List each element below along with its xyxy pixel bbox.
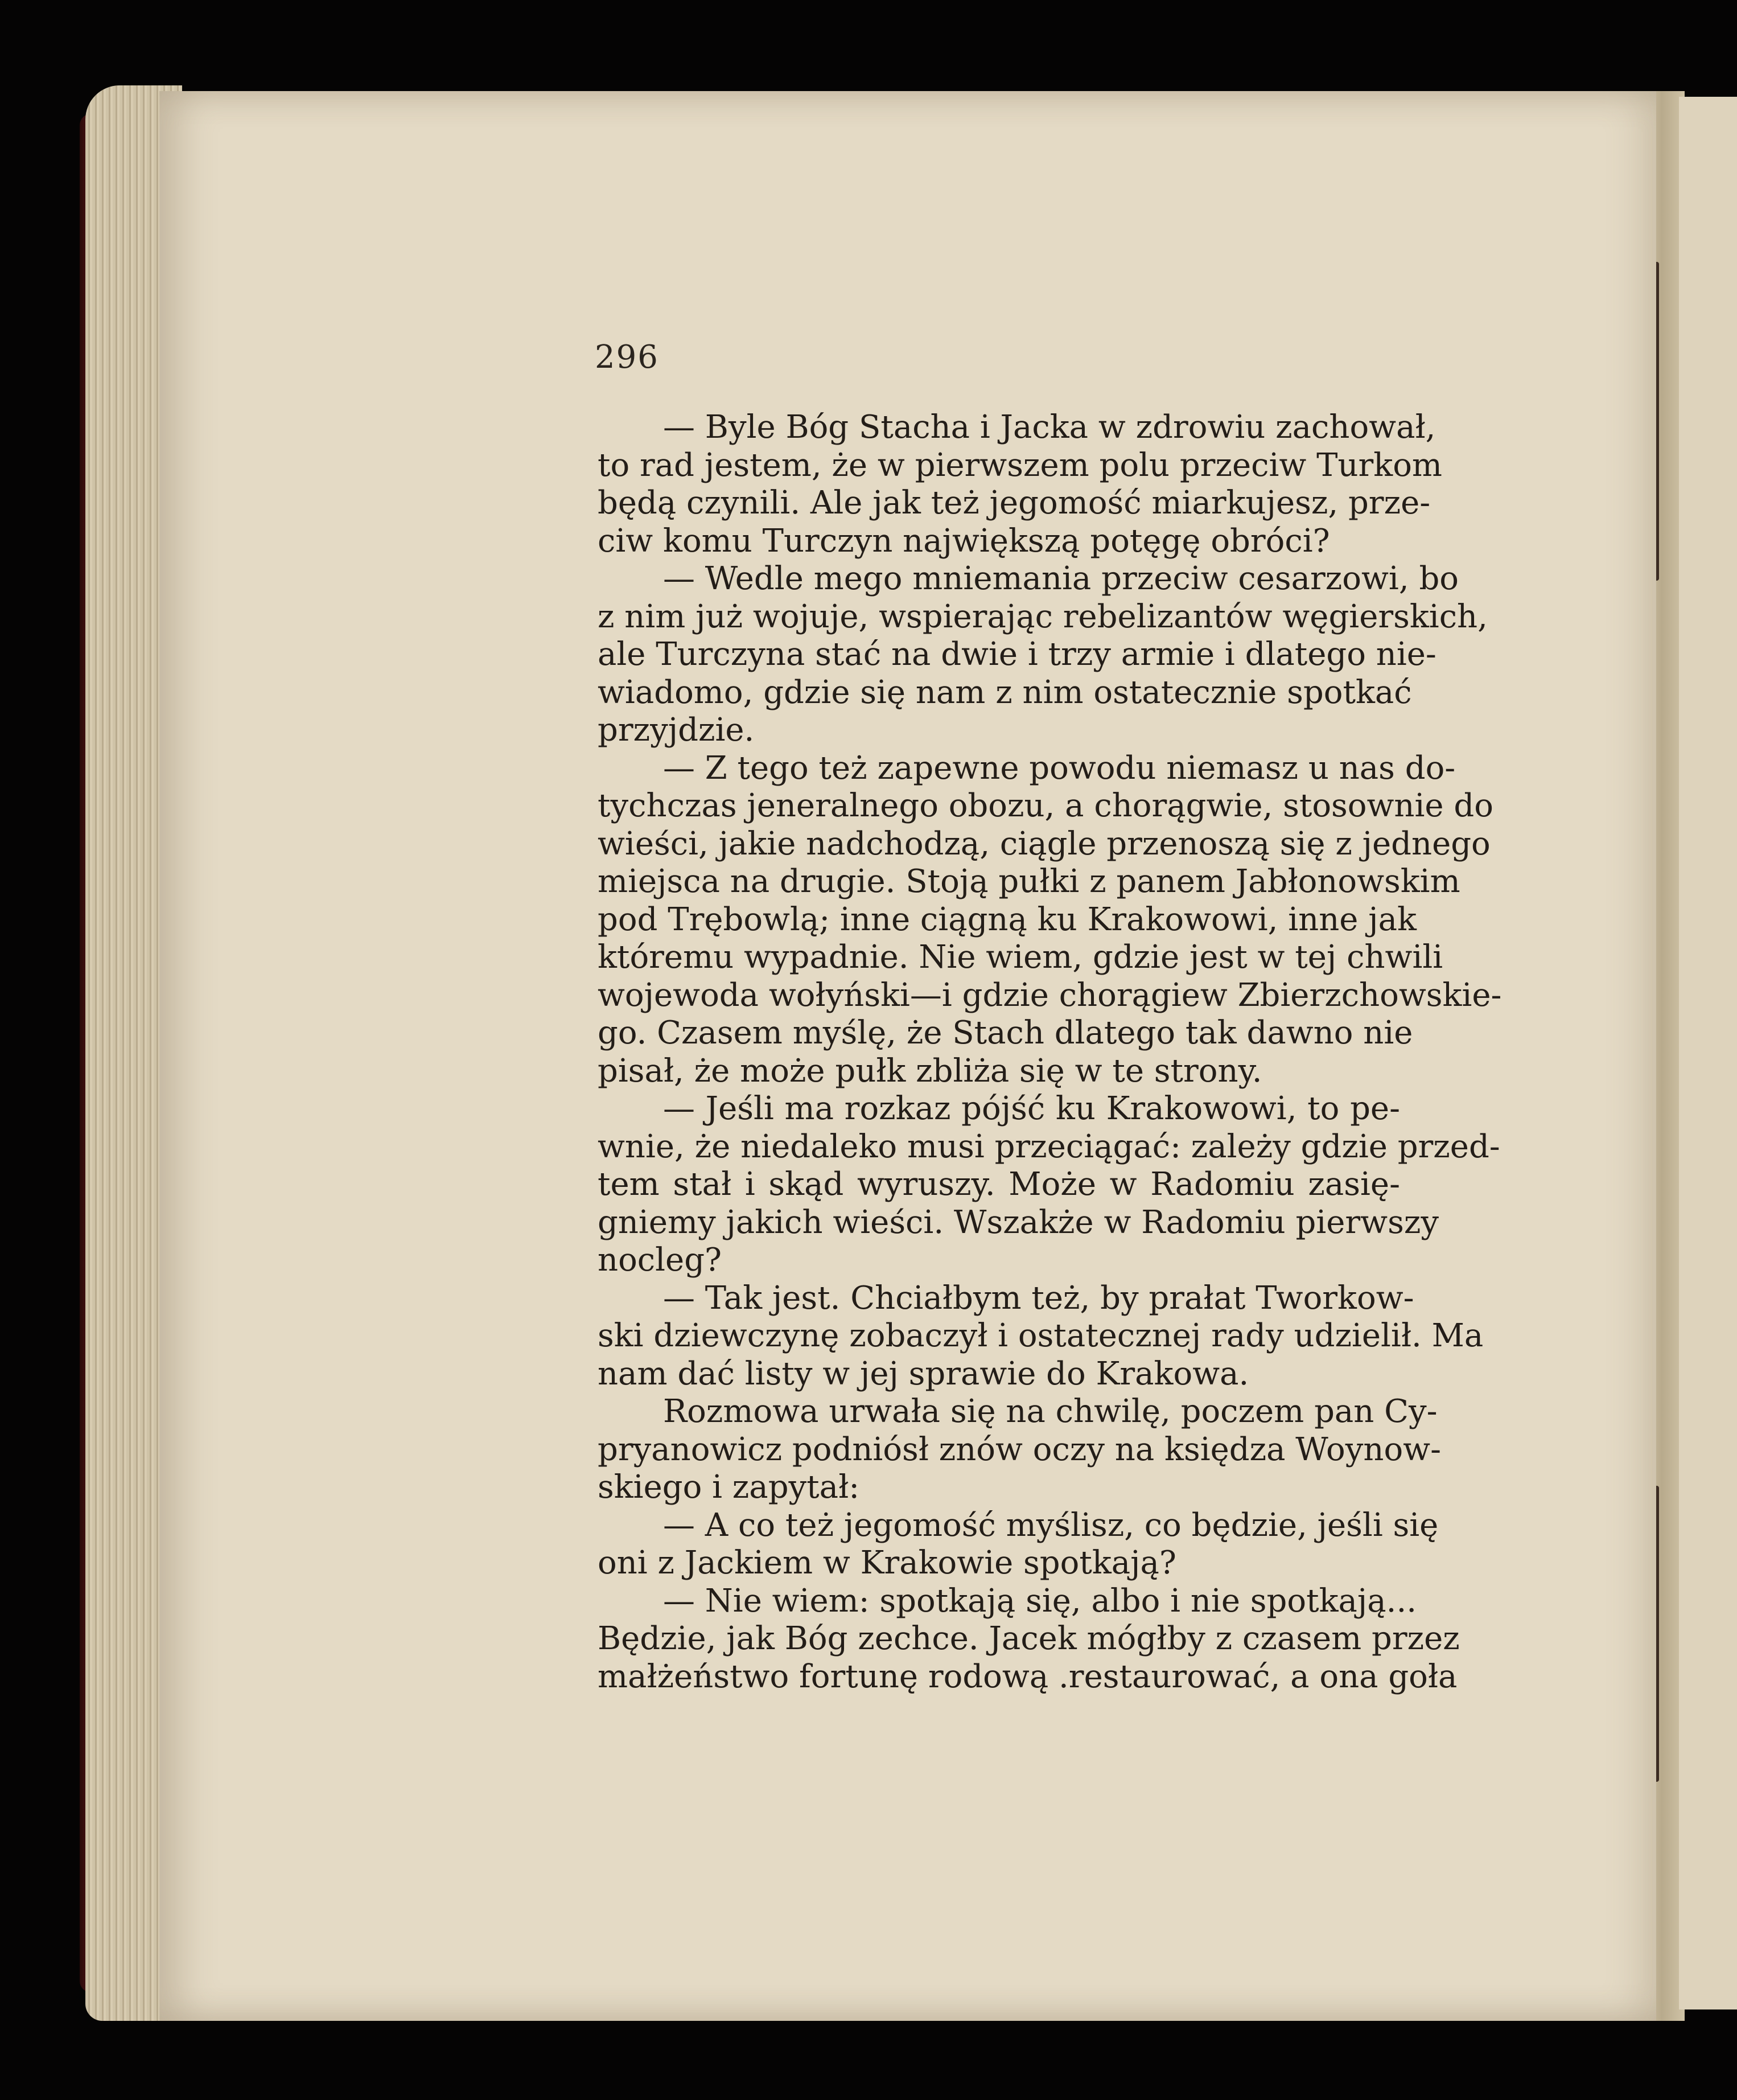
text-line: któremu wypadnie. Nie wiem, gdzie jest w tej chwili [598,939,1443,976]
text-line: wojewoda wołyński—i gdzie chorągiew Zbierzchowskie- [598,976,1502,1014]
text-line: przyjdzie. [598,712,755,749]
text-line: pryanowicz podniósł znów oczy na księdza Woynow- [598,1431,1442,1468]
text-line: pod Trębowlą; inne ciągną ku Krakowowi, inne jak [598,901,1417,938]
page-text [598,409,1502,1696]
text-line: — Z tego też zapewne powodu niemasz u nas do- [663,749,1456,787]
text-line: Rozmowa urwała się na chwilę, poczem pan Cy- [663,1393,1438,1430]
text-line: tem stał i skąd wyruszy. Może w Radomiu zasię- [598,1166,1400,1203]
text-line: ski dziewczynę zobaczył i ostatecznej rady udzielił. Ma [598,1317,1484,1354]
text-line: pisał, że może pułk zbliża się w te strony. [598,1052,1262,1090]
text-line: wiadomo, gdzie się nam z nim ostatecznie spotkać [598,673,1412,711]
text-line: skiego i zapytał: [598,1469,860,1506]
text-line: wieści, jakie nadchodzą, ciągle przenoszą się z jednego [598,825,1491,862]
text-line: gniemy jakich wieści. Wszakże w Radomiu pierwszy [598,1203,1439,1241]
text-line: oni z Jackiem w Krakowie spotkają? [598,1544,1176,1581]
text-line: — Nie wiem: spotkają się, albo i nie spotkają... [663,1582,1417,1620]
text-line: ciw komu Turczyn największą potęgę obróci? [598,522,1330,560]
text-line: tychczas jeneralnego obozu, a chorągwie, stosownie do [598,787,1493,824]
text-line: nocleg? [598,1242,722,1279]
text-line: — A co też jegomość myślisz, co będzie, jeśli się [663,1506,1439,1544]
text-line: — Byle Bóg Stacha i Jacka w zdrowiu zachował, [663,409,1436,446]
text-line: z nim już wojuje, wspierając rebelizantów węgierskich, [598,598,1488,635]
text-line: będą czynili. Ale jak też jegomość miarkujesz, prze- [598,484,1431,521]
text-line: ale Turczyna stać na dwie i trzy armie i dlatego nie- [598,636,1436,673]
text-line: miejsca na drugie. Stoją pułki z panem Jabłonowskim [598,863,1460,900]
text-line: nam dać listy w jej sprawie do Krakowa. [598,1355,1249,1392]
page-number: 296 [595,339,659,376]
text-line: małżeństwo fortunę rodową .restaurować, a ona goła [598,1658,1458,1695]
text-line: to rad jestem, że w pierwszem polu przeciw Turkom [598,446,1443,484]
text-line: — Tak jest. Chciałbym też, by prałat Tworkow- [663,1279,1414,1317]
text-line: wnie, że niedaleko musi przeciągać: zależy gdzie przed- [598,1128,1500,1165]
text-line: go. Czasem myślę, że Stach dlatego tak dawno nie [598,1014,1413,1051]
text-line: — Jeśli ma rozkaz pójść ku Krakowowi, to pe- [663,1090,1400,1127]
text-line: — Wedle mego mniemania przeciw cesarzowi, bo [663,560,1459,597]
next-page-edge [1679,97,1737,2009]
text-line: Będzie, jak Bóg zechce. Jacek mógłby z czasem przez [598,1620,1460,1657]
